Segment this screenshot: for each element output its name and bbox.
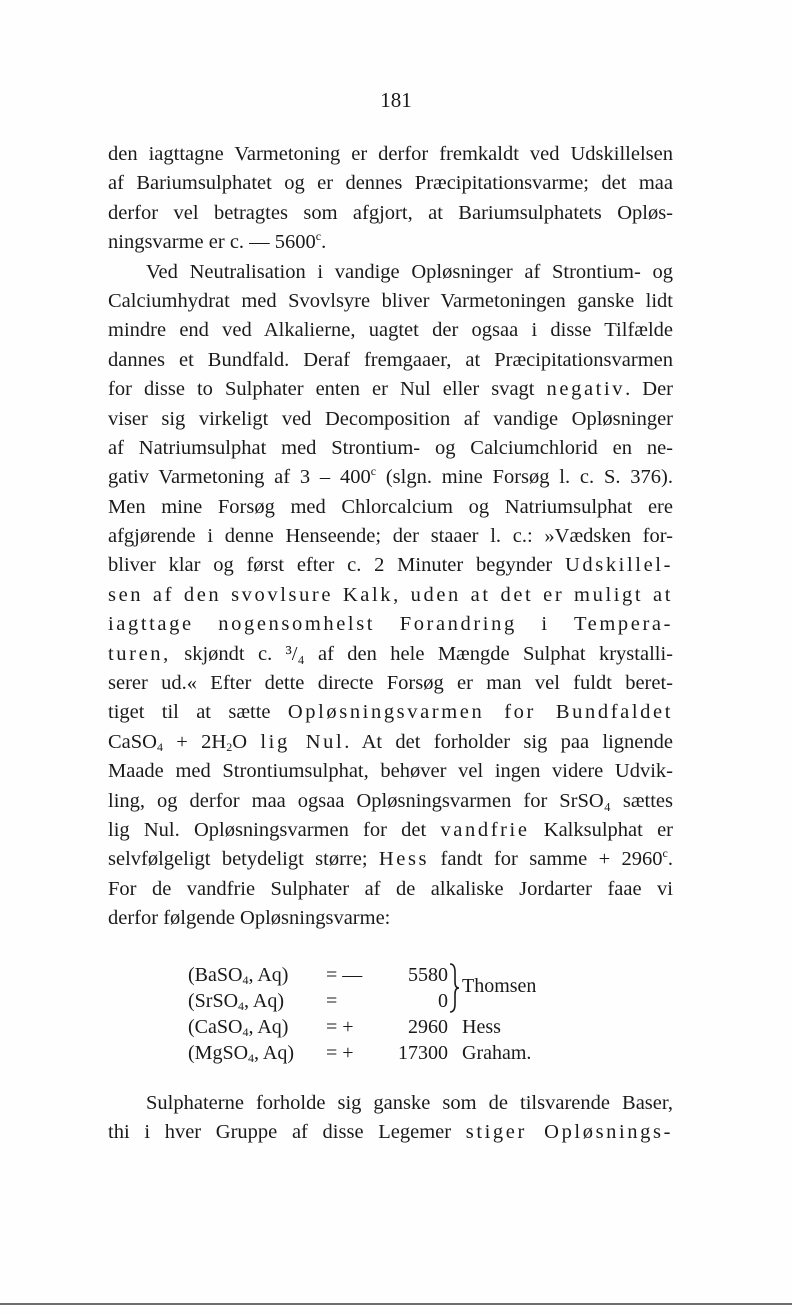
spaced-emphasis: Udskillel- <box>565 554 673 577</box>
paragraph-1 <box>108 140 673 258</box>
text-line <box>108 375 673 404</box>
text-span: (MgSO <box>188 1042 249 1064</box>
spaced-emphasis: negativ <box>546 378 626 401</box>
bottom-rule <box>0 1303 792 1305</box>
text-span: (SrSO <box>188 990 239 1012</box>
text-line: Calciumhydrat med Svovlsyre bliver Varmetoningen ganske lidt <box>108 289 673 312</box>
text-span: . At det forholder sig paa lignende <box>344 730 673 753</box>
value-cell: 0 <box>438 990 448 1012</box>
sign-cell: = + <box>326 1042 354 1064</box>
formula-cell <box>188 962 288 988</box>
page-number: 181 <box>380 88 412 112</box>
text-line: Sulphaterne forholde sig ganske som de tilsvarende Baser, <box>146 1092 673 1114</box>
text-span: , Aq) <box>254 1042 295 1064</box>
text-span: (slgn. mine Forsøg l. c. S. 376). <box>376 466 673 489</box>
text-line: For de vandfrie Sulphater af de alkaliske Jordarter faae vi <box>108 877 673 900</box>
text-span: gativ Varmetoning af 3 – 400 <box>108 466 371 489</box>
spaced-emphasis: vandfrie <box>440 818 530 841</box>
formula-cell <box>188 1014 288 1040</box>
heat-of-solution-table <box>188 962 608 1066</box>
formula-cell <box>188 1040 294 1066</box>
text-line: af Natriumsulphat med Strontium- og Calciumchlorid en ne- <box>108 436 673 459</box>
text-span: , Aq) <box>248 1016 289 1038</box>
text-span: Kalksulphat er <box>529 818 673 841</box>
text-span: thi i hver Gruppe af disse Legemer <box>108 1121 466 1144</box>
table-row <box>188 1040 608 1066</box>
spaced-emphasis: Hess <box>378 848 430 871</box>
text-line: derfor følgende Opløsningsvarme: <box>108 907 391 930</box>
text-line: derfor vel betragtes som afgjort, at Bariumsulphatets Opløs- <box>108 201 673 224</box>
text-span: (BaSO <box>188 964 243 986</box>
text-line <box>108 845 673 874</box>
text-line: dannes et Bundfald. Deraf fremgaaer, at Præcipitationsvarmen <box>108 348 673 371</box>
subscript: 4 <box>242 1025 249 1039</box>
text-span: + 2H <box>162 730 227 753</box>
value-cell: 17300 <box>398 1042 448 1064</box>
spaced-emphasis: Opløsningsvarmen for Bundfaldet <box>287 701 673 724</box>
text-span: tiget til at sætte <box>108 701 288 724</box>
text-span: for disse to Sulphater enten er Nul eller svagt <box>108 378 547 401</box>
value-cell: 2960 <box>408 1016 448 1038</box>
text-span: lig Nul. Opløsningsvarmen for det <box>108 818 441 841</box>
text-span: (CaSO <box>188 1016 243 1038</box>
closing-text <box>108 1089 673 1148</box>
text-span: . Der <box>625 378 673 401</box>
subscript: 4 <box>156 739 163 754</box>
spaced-emphasis: lig Nul <box>260 730 345 753</box>
text-span: CaSO <box>108 730 157 753</box>
text-line <box>108 698 673 727</box>
text-span: bliver klar og først efter c. 2 Minuter begynder <box>108 554 565 577</box>
text-line <box>108 228 673 257</box>
text-span: , Aq) <box>248 964 289 986</box>
source-cell: Hess <box>462 1016 501 1038</box>
subscript: 4 <box>248 1051 255 1065</box>
formula-cell <box>188 988 284 1014</box>
source-thomsen: Thomsen <box>462 975 537 997</box>
unit-superscript: c <box>662 846 668 861</box>
text-span: selvfølgeligt betydeligt større; <box>108 848 379 871</box>
text-span: , Aq) <box>244 990 285 1012</box>
sign-cell: = + <box>326 1016 354 1038</box>
text-line: Maade med Strontiumsulphat, behøver vel ingen videre Udvik- <box>108 760 673 783</box>
text-line: af Bariumsulphatet og er dennes Præcipitationsvarme; det maa <box>108 172 673 195</box>
sign-cell: = <box>326 990 338 1012</box>
text-line: den iagttagne Varmetoning er derfor fremkaldt ved Udskillelsen <box>108 143 673 165</box>
sign-cell: = — <box>326 964 363 986</box>
text-line: iagttage nogensomhelst Forandring i Tempera- <box>108 613 673 636</box>
text-line: ling, og derfor maa ogsaa Opløsningsvarmen for SrSO₄ sættes <box>108 789 673 812</box>
text-span: . <box>321 231 327 254</box>
curly-brace <box>448 962 460 1014</box>
text-line: serer ud.« Efter dette directe Forsøg er man vel fuldt beret- <box>108 672 673 695</box>
text-span: skjøndt c. ³/₄ af den hele Mængde Sulphat krystalli- <box>170 642 673 665</box>
spaced-emphasis: turen, <box>108 642 171 665</box>
subscript: 4 <box>238 999 245 1013</box>
text-line: Men mine Forsøg med Chlorcalcium og Natriumsulphat ere <box>108 495 673 518</box>
table-row <box>188 1014 608 1040</box>
paragraph-2 <box>108 258 673 934</box>
text-line: Ved Neutralisation i vandige Opløsninger af Strontium- og <box>146 260 673 283</box>
text-span: fandt for samme + 2960 <box>429 848 663 871</box>
text-span: . <box>667 848 673 871</box>
subscript: 2 <box>226 739 233 754</box>
main-text <box>108 140 673 934</box>
value-cell: 5580 <box>408 964 448 986</box>
text-span: O <box>232 730 261 753</box>
text-line: mindre end ved Alkalierne, uagtet der ogsaa i disse Tilfælde <box>108 319 673 342</box>
text-line <box>108 640 673 669</box>
spaced-emphasis: stiger Opløsnings- <box>465 1121 673 1144</box>
table-row <box>188 962 608 988</box>
text-line <box>108 1118 673 1147</box>
unit-superscript: c <box>370 464 377 479</box>
text-line: sen af den svovlsure Kalk, uden at det er muligt at <box>108 583 673 606</box>
text-line: viser sig virkeligt ved Decomposition af vandige Opløsninger <box>108 407 673 430</box>
text-line <box>108 463 673 492</box>
source-cell: Graham. <box>462 1042 532 1064</box>
subscript: 4 <box>242 973 249 987</box>
text-line <box>108 728 673 757</box>
table-row <box>188 988 608 1014</box>
unit-superscript: c <box>315 229 322 244</box>
text-line <box>108 816 673 845</box>
text-line: afgjørende i denne Henseende; der staaer l. c.: »Vædsken for- <box>108 525 673 548</box>
text-span: ningsvarme er c. — 5600 <box>108 231 316 254</box>
text-line <box>108 551 673 580</box>
